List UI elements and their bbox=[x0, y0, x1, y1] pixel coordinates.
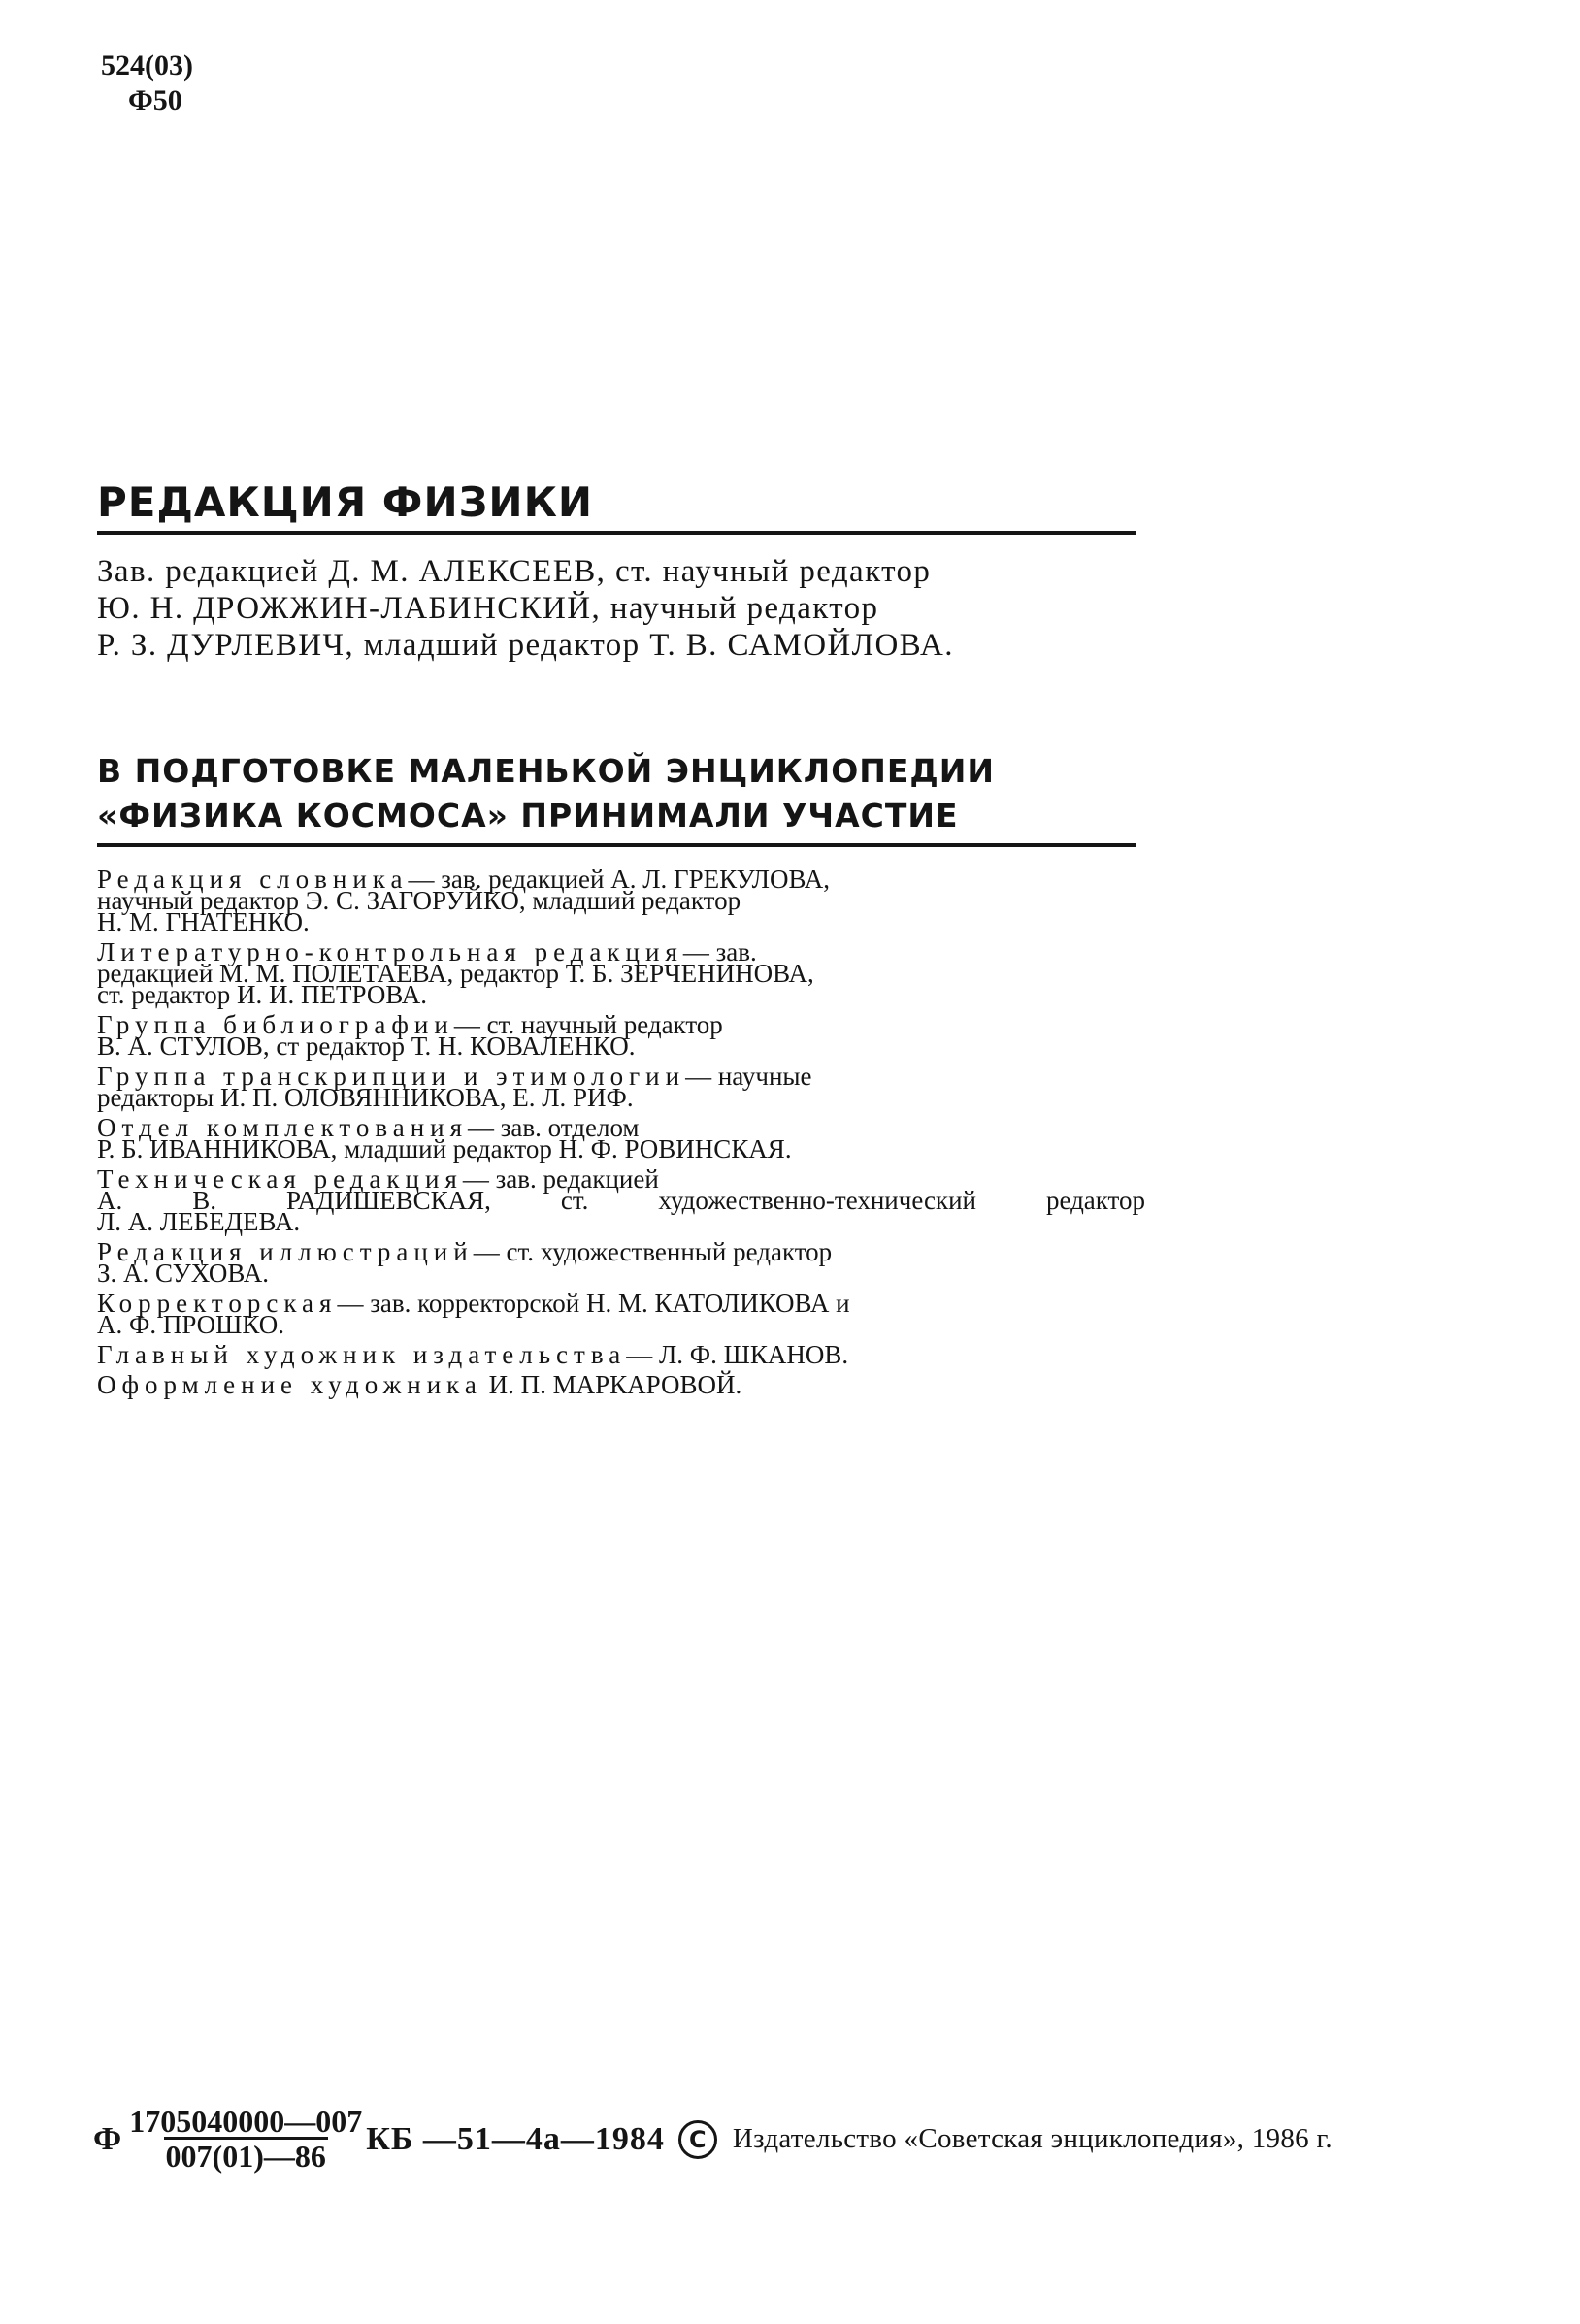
participants-heading-line: «ФИЗИКА КОСМОСА» ПРИНИМАЛИ УЧАСТИЕ bbox=[97, 797, 959, 835]
board-line: Ю. Н. ДРОЖЖИН-ЛАБИНСКИЙ, научный редактор bbox=[97, 591, 879, 626]
participants-heading-line: В ПОДГОТОВКЕ МАЛЕНЬКОЙ ЭНЦИКЛОПЕДИИ bbox=[97, 752, 996, 790]
credit-text: А. В. РАДИШЕВСКАЯ, ст. художественно-технический редактор bbox=[97, 1186, 1145, 1215]
credit-dept: Отдел комплектования bbox=[97, 1113, 469, 1142]
credit-entry bbox=[97, 1289, 1145, 1339]
credit-text: — зав. отделом bbox=[468, 1113, 640, 1142]
board-line: Р. З. ДУРЛЕВИЧ, младший редактор Т. В. САМОЙЛОВА. bbox=[97, 628, 954, 663]
credit-entry bbox=[97, 1237, 1145, 1288]
credit-dept: Оформление художника bbox=[97, 1370, 482, 1399]
credit-dept: Литературно-контрольная редакция bbox=[97, 937, 683, 966]
credit-dept: Редакция иллюстраций bbox=[97, 1237, 474, 1266]
heading-rule bbox=[97, 531, 1136, 535]
credit-dept: Корректорская bbox=[97, 1289, 338, 1318]
bbk-code: Ф50 bbox=[128, 84, 182, 116]
credit-text: — зав. редакцией bbox=[462, 1164, 659, 1194]
credit-text: — Л. Ф. ШКАНОВ. bbox=[626, 1340, 849, 1369]
imprint-code: КБ —51—4а—1984 bbox=[366, 2120, 665, 2157]
copyright-icon: C bbox=[678, 2120, 717, 2159]
credit-text: редакцией М. М. ПОЛЕТАЕВА, редактор Т. Б. ЗЕРЧЕНИНОВА, bbox=[97, 959, 814, 988]
credit-entry bbox=[97, 937, 1145, 1009]
credit-dept: Техническая редакция bbox=[97, 1164, 463, 1194]
credit-text: — зав. корректорской Н. М. КАТОЛИКОВА и bbox=[337, 1289, 850, 1318]
credit-text: Л. А. ЛЕБЕДЕВА. bbox=[97, 1207, 301, 1236]
credit-dept: Главный художник издательства bbox=[97, 1340, 627, 1369]
credit-entry bbox=[97, 1164, 1145, 1236]
credit-text: научный редактор Э. С. ЗАГОРУЙКО, младший редактор bbox=[97, 886, 741, 915]
participants-rule bbox=[97, 843, 1136, 847]
udc-code: 524(03) bbox=[101, 49, 193, 82]
credit-dept: Группа библиографии bbox=[97, 1010, 454, 1039]
credit-text: — ст. научный редактор bbox=[453, 1010, 723, 1039]
imprint-line bbox=[93, 2106, 1333, 2173]
credit-text: — зав. редакцией А. Л. ГРЕКУЛОВА, bbox=[408, 865, 831, 894]
credit-text: — ст. художественный редактор bbox=[473, 1237, 833, 1266]
credit-text: — научные bbox=[685, 1062, 812, 1091]
credit-text: Р. Б. ИВАННИКОВА, младший редактор Н. Ф. РОВИНСКАЯ. bbox=[97, 1134, 792, 1163]
credit-text: И. П. МАРКАРОВОЙ. bbox=[488, 1370, 742, 1399]
imprint-denominator: 007(01)—86 bbox=[165, 2139, 326, 2174]
credit-entry bbox=[97, 865, 1145, 936]
credit-text: А. Ф. ПРОШКО. bbox=[97, 1310, 284, 1339]
credit-text: редакторы И. П. ОЛОВЯННИКОВА, Е. Л. РИФ. bbox=[97, 1083, 634, 1112]
physics-board-text bbox=[97, 553, 1145, 664]
credit-text: Н. М. ГНАТЕНКО. bbox=[97, 907, 310, 936]
publisher-line: Издательство «Советская энциклопедия», 1986 г. bbox=[732, 2123, 1333, 2154]
credit-entry bbox=[97, 1010, 1145, 1061]
credit-dept: Редакция словника bbox=[97, 865, 409, 894]
imprint-index-fraction bbox=[129, 2106, 362, 2173]
physics-board-heading: РЕДАКЦИЯ ФИЗИКИ bbox=[97, 478, 594, 526]
credits-list bbox=[97, 865, 1145, 1404]
credit-text: — зав. bbox=[682, 937, 757, 966]
credit-entry bbox=[97, 1113, 1145, 1163]
participants-heading bbox=[97, 749, 1145, 838]
credit-text: ст. редактор И. И. ПЕТРОВА. bbox=[97, 980, 427, 1009]
udc-index bbox=[101, 49, 193, 118]
credit-entry bbox=[97, 1370, 1145, 1399]
credit-entry bbox=[97, 1062, 1145, 1112]
credit-dept: Группа транскрипции и этимологии bbox=[97, 1062, 686, 1091]
credit-text: З. А. СУХОВА. bbox=[97, 1259, 269, 1288]
credit-text: В. А. СТУЛОВ, ст редактор Т. Н. КОВАЛЕНКО. bbox=[97, 1031, 636, 1061]
imprint-prefix: Ф bbox=[93, 2120, 122, 2157]
imprint-numerator: 1705040000—007 bbox=[129, 2104, 363, 2139]
board-line: Зав. редакцией Д. М. АЛЕКСЕЕВ, ст. научный редактор bbox=[97, 554, 932, 589]
credit-entry bbox=[97, 1340, 1145, 1369]
